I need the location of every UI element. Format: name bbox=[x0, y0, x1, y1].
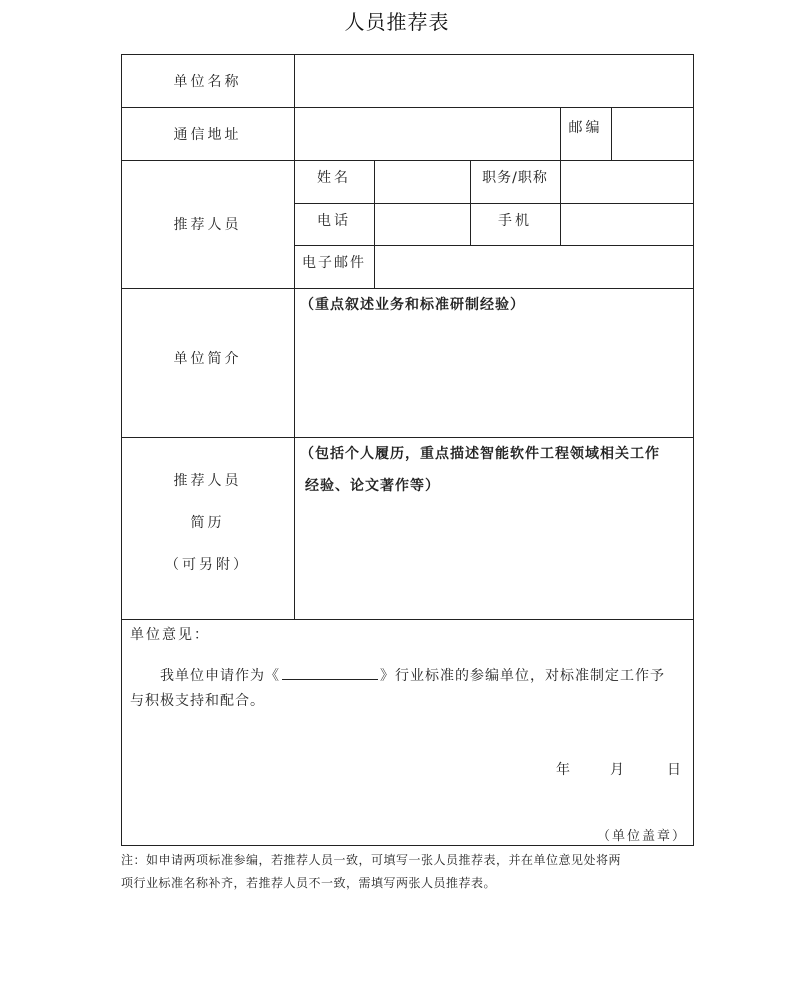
unit-name-field[interactable] bbox=[295, 55, 693, 107]
unit-name-label: 单位名称 bbox=[173, 73, 242, 90]
phone-label: 电话 bbox=[317, 213, 351, 229]
footnote-line: 项行业标准名称补齐，若推荐人员不一致，需填写两张人员推荐表。 bbox=[121, 876, 497, 890]
unit-intro-hint: （重点叙述业务和标准研制经验） bbox=[300, 297, 525, 313]
resume-label-line: 简历 bbox=[190, 515, 225, 531]
email-field[interactable] bbox=[375, 246, 693, 288]
opinion-text-suffix: 》行业标准的参编单位，对标准制定工作予 bbox=[380, 668, 665, 684]
opinion-text-prefix: 我单位申请作为《 bbox=[160, 668, 280, 684]
postcode-label: 邮编 bbox=[568, 119, 603, 136]
resume-label bbox=[121, 460, 294, 586]
date-month: 月 bbox=[610, 762, 624, 778]
footnote-line: 注：如申请两项标准参编，若推荐人员一致，可填写一张人员推荐表，并在单位意见处将两 bbox=[121, 853, 622, 867]
row-divider bbox=[121, 619, 694, 620]
table-border-right bbox=[693, 54, 694, 846]
footnote bbox=[121, 849, 701, 895]
person-name-field[interactable] bbox=[375, 161, 470, 203]
phone-field[interactable] bbox=[375, 204, 470, 245]
resume-field[interactable] bbox=[295, 503, 693, 619]
mobile-label: 手机 bbox=[498, 213, 532, 229]
position-label: 职务/职称 bbox=[482, 170, 548, 186]
address-field[interactable] bbox=[295, 108, 560, 160]
unit-intro-field[interactable] bbox=[295, 320, 693, 437]
opinion-text bbox=[160, 664, 690, 689]
opinion-text-line2: 与积极支持和配合。 bbox=[130, 693, 265, 709]
table-border-bottom bbox=[121, 845, 694, 846]
resume-hint-line: 经验、论文著作等） bbox=[305, 478, 440, 494]
standard-name-blank[interactable] bbox=[282, 665, 378, 680]
email-label: 电子邮件 bbox=[302, 255, 366, 271]
unit-intro-label: 单位简介 bbox=[173, 351, 242, 367]
address-label: 通信地址 bbox=[173, 126, 242, 143]
page-title: 人员推荐表 bbox=[344, 10, 450, 34]
resume-label-line: 推荐人员 bbox=[173, 473, 242, 489]
opinion-label: 单位意见： bbox=[130, 627, 210, 643]
resume-label-line: （可另附） bbox=[165, 557, 250, 573]
recommended-person-label: 推荐人员 bbox=[173, 217, 242, 233]
position-field[interactable] bbox=[561, 161, 693, 203]
mobile-field[interactable] bbox=[561, 204, 693, 245]
date-day: 日 bbox=[667, 762, 681, 778]
resume-hint-line: （包括个人履历，重点描述智能软件工程领域相关工作 bbox=[300, 446, 660, 462]
person-name-label: 姓名 bbox=[317, 170, 351, 186]
date-year: 年 bbox=[556, 762, 570, 778]
postcode-field[interactable] bbox=[612, 108, 693, 160]
unit-seal-label: （单位盖章） bbox=[597, 829, 688, 844]
